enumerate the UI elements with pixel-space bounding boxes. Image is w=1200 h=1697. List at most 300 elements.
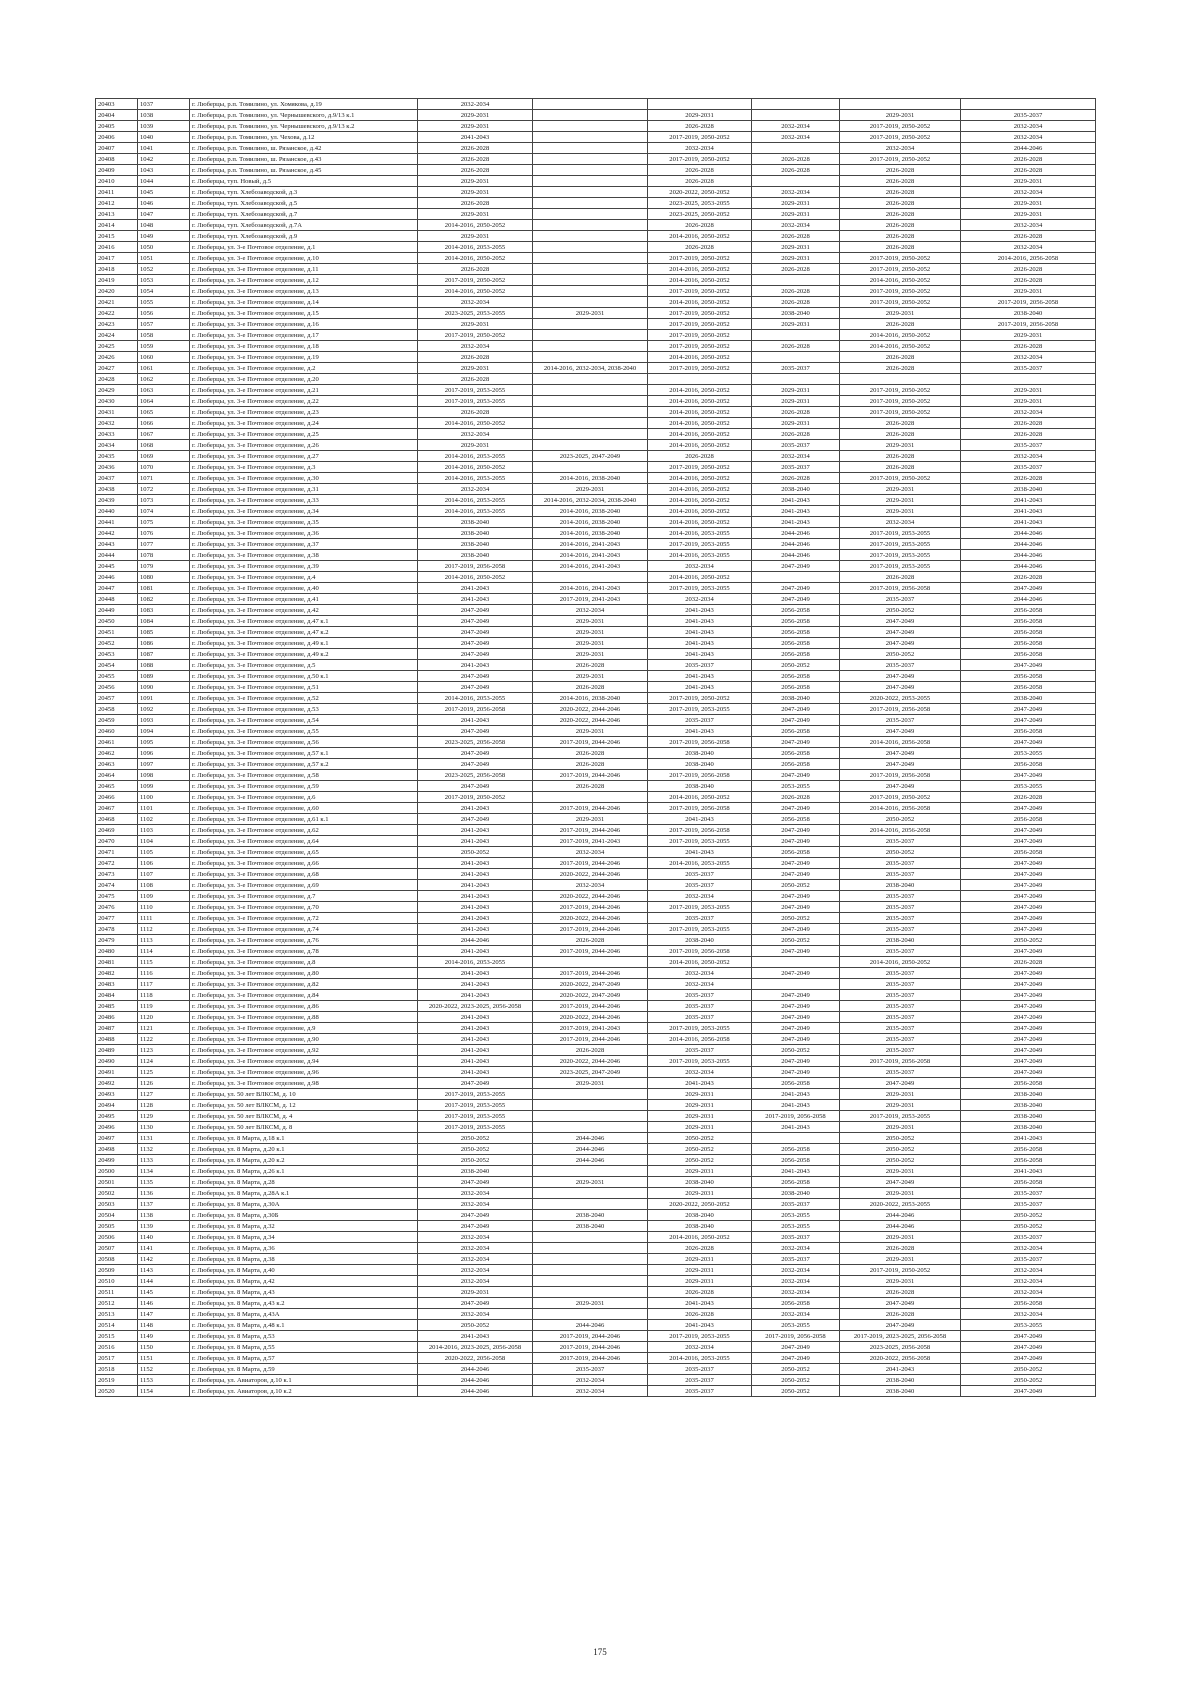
table-cell: 2056-2058 bbox=[961, 605, 1096, 616]
table-cell: 2038-2040 bbox=[533, 1210, 648, 1221]
table-cell bbox=[533, 330, 648, 341]
table-cell: 2014-2016, 2050-2052 bbox=[648, 275, 752, 286]
table-cell: 1140 bbox=[138, 1232, 190, 1243]
table-row bbox=[96, 880, 1096, 891]
table-cell: 2026-2028 bbox=[840, 187, 961, 198]
table-cell: 20478 bbox=[96, 924, 138, 935]
table-cell: г. Люберцы, ул. 3-е Почтовое отделение, д.98 bbox=[190, 1078, 418, 1089]
table-cell: 2032-2034 bbox=[533, 605, 648, 616]
table-cell: 2029-2031 bbox=[840, 1089, 961, 1100]
table-cell: 20498 bbox=[96, 1144, 138, 1155]
table-cell: 2020-2022, 2056-2058 bbox=[840, 1353, 961, 1364]
table-cell: 1135 bbox=[138, 1177, 190, 1188]
table-cell: г. Люберцы, ул. 8 Марта, д.43А bbox=[190, 1309, 418, 1320]
table-cell: 2017-2019, 2050-2052 bbox=[840, 253, 961, 264]
table-cell: 20500 bbox=[96, 1166, 138, 1177]
table-cell: г. Люберцы, ул. 3-е Почтовое отделение, д.92 bbox=[190, 1045, 418, 1056]
table-cell: 2017-2019, 2056-2058 bbox=[840, 770, 961, 781]
table-row bbox=[96, 1023, 1096, 1034]
table-cell bbox=[648, 374, 752, 385]
table-cell: 2017-2019, 2053-2055 bbox=[840, 528, 961, 539]
table-cell: 2044-2046 bbox=[752, 528, 840, 539]
table-cell: 2047-2049 bbox=[840, 616, 961, 627]
table-cell bbox=[533, 1199, 648, 1210]
table-cell: 2026-2028 bbox=[840, 451, 961, 462]
table-cell: 2056-2058 bbox=[961, 649, 1096, 660]
table-row bbox=[96, 1078, 1096, 1089]
table-cell: 2026-2028 bbox=[752, 341, 840, 352]
table-cell bbox=[533, 1232, 648, 1243]
table-cell: 2017-2019, 2050-2052 bbox=[418, 330, 533, 341]
table-cell: 20474 bbox=[96, 880, 138, 891]
table-cell: 2017-2019, 2050-2052 bbox=[840, 385, 961, 396]
table-cell: 20496 bbox=[96, 1122, 138, 1133]
table-cell: 2032-2034 bbox=[418, 1232, 533, 1243]
table-cell: 20412 bbox=[96, 198, 138, 209]
table-cell: 2026-2028 bbox=[961, 429, 1096, 440]
table-cell: 20508 bbox=[96, 1254, 138, 1265]
table-cell: 1095 bbox=[138, 737, 190, 748]
table-cell: 20507 bbox=[96, 1243, 138, 1254]
table-cell: 2041-2043 bbox=[648, 649, 752, 660]
table-cell: 1058 bbox=[138, 330, 190, 341]
table-cell: 2017-2019, 2050-2052 bbox=[840, 396, 961, 407]
table-cell: 2050-2052 bbox=[752, 660, 840, 671]
table-cell: 2047-2049 bbox=[840, 1078, 961, 1089]
table-cell: 2026-2028 bbox=[840, 429, 961, 440]
table-cell: 2017-2019, 2050-2052 bbox=[840, 286, 961, 297]
table-cell: 2029-2031 bbox=[533, 627, 648, 638]
table-row bbox=[96, 1353, 1096, 1364]
table-cell bbox=[533, 957, 648, 968]
table-cell: 2050-2052 bbox=[418, 1133, 533, 1144]
table-cell: 2014-2016, 2032-2034, 2038-2040 bbox=[533, 363, 648, 374]
table-cell: 2041-2043 bbox=[648, 682, 752, 693]
table-cell: 2020-2022, 2047-2049 bbox=[533, 979, 648, 990]
table-cell: 2014-2016, 2041-2043 bbox=[533, 539, 648, 550]
table-cell: 2032-2034 bbox=[418, 1309, 533, 1320]
table-row bbox=[96, 572, 1096, 583]
table-cell: г. Люберцы, ул. 3-е Почтовое отделение, д.14 bbox=[190, 297, 418, 308]
table-cell bbox=[533, 220, 648, 231]
table-cell: 2056-2058 bbox=[961, 1078, 1096, 1089]
table-cell: 2026-2028 bbox=[840, 363, 961, 374]
table-row bbox=[96, 990, 1096, 1001]
table-cell: 2041-2043 bbox=[961, 1133, 1096, 1144]
table-cell: 1121 bbox=[138, 1023, 190, 1034]
table-cell: 2029-2031 bbox=[840, 110, 961, 121]
table-cell: 2029-2031 bbox=[533, 814, 648, 825]
table-cell: 2014-2016, 2050-2052 bbox=[418, 220, 533, 231]
table-cell: г. Люберцы, ул. 3-е Почтовое отделение, д.38 bbox=[190, 550, 418, 561]
table-cell: 2035-2037 bbox=[840, 715, 961, 726]
table-cell: 2032-2034 bbox=[752, 220, 840, 231]
table-cell bbox=[840, 99, 961, 110]
table-cell: г. Люберцы, ул. 3-е Почтовое отделение, д.21 bbox=[190, 385, 418, 396]
table-cell: 2017-2019, 2050-2052 bbox=[418, 792, 533, 803]
table-cell: 1061 bbox=[138, 363, 190, 374]
table-cell: г. Люберцы, туп. Хлебозаводской, д.7 bbox=[190, 209, 418, 220]
table-cell: 1137 bbox=[138, 1199, 190, 1210]
table-cell: 2047-2049 bbox=[961, 1342, 1096, 1353]
table-row bbox=[96, 341, 1096, 352]
table-cell: 2041-2043 bbox=[648, 726, 752, 737]
table-cell: 2032-2034 bbox=[533, 1386, 648, 1397]
table-cell: 2047-2049 bbox=[418, 1078, 533, 1089]
table-cell: 2047-2049 bbox=[961, 1001, 1096, 1012]
table-cell: 2056-2058 bbox=[961, 759, 1096, 770]
table-cell: 2029-2031 bbox=[648, 1276, 752, 1287]
table-cell: 2026-2028 bbox=[533, 759, 648, 770]
table-cell bbox=[533, 176, 648, 187]
table-cell: 2047-2049 bbox=[961, 1012, 1096, 1023]
table-cell: 2047-2049 bbox=[418, 1221, 533, 1232]
table-cell: 2047-2049 bbox=[961, 913, 1096, 924]
table-cell: 2035-2037 bbox=[961, 363, 1096, 374]
table-cell: 2044-2046 bbox=[961, 594, 1096, 605]
table-row bbox=[96, 1100, 1096, 1111]
table-cell: 2026-2028 bbox=[840, 1243, 961, 1254]
table-cell: 1088 bbox=[138, 660, 190, 671]
table-cell: 2038-2040 bbox=[961, 1089, 1096, 1100]
table-cell: 2017-2019, 2050-2052 bbox=[648, 330, 752, 341]
table-cell: 2032-2034 bbox=[752, 1276, 840, 1287]
table-cell: 2047-2049 bbox=[418, 605, 533, 616]
table-cell: 2047-2049 bbox=[961, 803, 1096, 814]
table-cell: 2029-2031 bbox=[418, 231, 533, 242]
table-cell: 2047-2049 bbox=[840, 682, 961, 693]
table-cell: 2032-2034 bbox=[533, 1375, 648, 1386]
table-row bbox=[96, 1199, 1096, 1210]
table-cell: 1050 bbox=[138, 242, 190, 253]
table-cell: г. Люберцы, ул. 3-е Почтовое отделение, д.50 к.1 bbox=[190, 671, 418, 682]
table-cell: 20423 bbox=[96, 319, 138, 330]
table-cell: 2032-2034 bbox=[961, 187, 1096, 198]
table-cell: 1114 bbox=[138, 946, 190, 957]
table-cell: 2029-2031 bbox=[533, 638, 648, 649]
table-cell: 2029-2031 bbox=[840, 495, 961, 506]
table-cell: 2047-2049 bbox=[418, 726, 533, 737]
table-cell: 2032-2034 bbox=[418, 1188, 533, 1199]
table-cell: 20519 bbox=[96, 1375, 138, 1386]
table-cell: 2035-2037 bbox=[961, 440, 1096, 451]
table-cell bbox=[533, 242, 648, 253]
table-cell bbox=[961, 374, 1096, 385]
table-cell: 2035-2037 bbox=[840, 924, 961, 935]
table-cell bbox=[533, 440, 648, 451]
table-row bbox=[96, 1067, 1096, 1078]
table-cell: 2044-2046 bbox=[961, 528, 1096, 539]
table-cell: 20467 bbox=[96, 803, 138, 814]
table-cell: 2047-2049 bbox=[752, 704, 840, 715]
table-cell: 2035-2037 bbox=[648, 1386, 752, 1397]
table-row bbox=[96, 825, 1096, 836]
table-cell: г. Люберцы, ул. 3-е Почтовое отделение, д.1 bbox=[190, 242, 418, 253]
table-cell: 1043 bbox=[138, 165, 190, 176]
table-cell: 2014-2016, 2053-2055 bbox=[418, 693, 533, 704]
table-row bbox=[96, 1276, 1096, 1287]
table-row bbox=[96, 836, 1096, 847]
table-cell: г. Люберцы, ул. 3-е Почтовое отделение, д.51 bbox=[190, 682, 418, 693]
table-cell: 1092 bbox=[138, 704, 190, 715]
table-cell: 2032-2034 bbox=[961, 1309, 1096, 1320]
table-row bbox=[96, 363, 1096, 374]
table-cell: 2017-2019, 2056-2058 bbox=[840, 704, 961, 715]
table-cell: 2014-2016, 2056-2058 bbox=[840, 803, 961, 814]
table-cell: 2032-2034 bbox=[961, 132, 1096, 143]
table-cell: 2029-2031 bbox=[752, 242, 840, 253]
table-cell: 2047-2049 bbox=[961, 836, 1096, 847]
table-cell: 2047-2049 bbox=[961, 737, 1096, 748]
table-cell: 1078 bbox=[138, 550, 190, 561]
table-row bbox=[96, 1254, 1096, 1265]
table-cell: 2026-2028 bbox=[648, 220, 752, 231]
table-cell: 2050-2052 bbox=[961, 1210, 1096, 1221]
table-cell: 2014-2016, 2050-2052 bbox=[648, 473, 752, 484]
table-cell: г. Люберцы, ул. 3-е Почтовое отделение, д.3 bbox=[190, 462, 418, 473]
table-cell: 2020-2022, 2044-2046 bbox=[533, 1012, 648, 1023]
table-cell: г. Люберцы, ул. 8 Марта, д.40 bbox=[190, 1265, 418, 1276]
table-cell: г. Люберцы, ул. 3-е Почтовое отделение, д.47 к.1 bbox=[190, 616, 418, 627]
table-cell: 2026-2028 bbox=[961, 572, 1096, 583]
table-cell: 2050-2052 bbox=[418, 1155, 533, 1166]
table-cell: 2047-2049 bbox=[752, 1353, 840, 1364]
table-cell: 2032-2034 bbox=[961, 220, 1096, 231]
table-cell: 2029-2031 bbox=[648, 1122, 752, 1133]
table-cell: 2047-2049 bbox=[961, 1045, 1096, 1056]
table-row bbox=[96, 187, 1096, 198]
table-cell: г. Люберцы, ул. 3-е Почтовое отделение, д.35 bbox=[190, 517, 418, 528]
table-cell: 1142 bbox=[138, 1254, 190, 1265]
table-cell: 2020-2022, 2047-2049 bbox=[533, 990, 648, 1001]
table-cell: 1041 bbox=[138, 143, 190, 154]
table-cell: 2017-2019, 2041-2043 bbox=[533, 594, 648, 605]
table-cell: 20470 bbox=[96, 836, 138, 847]
table-cell: 2017-2019, 2056-2058 bbox=[961, 297, 1096, 308]
table-cell: 1074 bbox=[138, 506, 190, 517]
table-cell: 2053-2055 bbox=[961, 748, 1096, 759]
table-cell: 2014-2016, 2023-2025, 2056-2058 bbox=[418, 1342, 533, 1353]
table-cell: 20455 bbox=[96, 671, 138, 682]
table-cell bbox=[648, 99, 752, 110]
table-cell: 2056-2058 bbox=[752, 638, 840, 649]
table-cell: 20448 bbox=[96, 594, 138, 605]
table-cell: 2017-2019, 2044-2046 bbox=[533, 1331, 648, 1342]
table-row bbox=[96, 594, 1096, 605]
table-cell: 2017-2019, 2053-2055 bbox=[648, 924, 752, 935]
table-row bbox=[96, 979, 1096, 990]
table-cell: 2041-2043 bbox=[418, 1067, 533, 1078]
table-row bbox=[96, 924, 1096, 935]
table-row bbox=[96, 396, 1096, 407]
table-cell: 2029-2031 bbox=[961, 330, 1096, 341]
table-row bbox=[96, 231, 1096, 242]
table-cell: 20406 bbox=[96, 132, 138, 143]
table-cell: 2032-2034 bbox=[418, 1243, 533, 1254]
table-cell: 2026-2028 bbox=[648, 1309, 752, 1320]
table-cell: 20424 bbox=[96, 330, 138, 341]
table-cell: г. Люберцы, туп. Хлебозаводской, д.3 bbox=[190, 187, 418, 198]
table-cell: 2047-2049 bbox=[961, 1056, 1096, 1067]
table-cell: 2023-2025, 2050-2052 bbox=[648, 209, 752, 220]
table-row bbox=[96, 154, 1096, 165]
table-row bbox=[96, 165, 1096, 176]
table-row bbox=[96, 649, 1096, 660]
table-cell: 2047-2049 bbox=[840, 1298, 961, 1309]
table-cell: 1104 bbox=[138, 836, 190, 847]
table-cell: 20466 bbox=[96, 792, 138, 803]
table-cell: 2038-2040 bbox=[961, 693, 1096, 704]
table-cell: 2029-2031 bbox=[418, 187, 533, 198]
table-cell: 2041-2043 bbox=[752, 1166, 840, 1177]
table-cell: 2041-2043 bbox=[648, 605, 752, 616]
table-cell: 2017-2019, 2056-2058 bbox=[752, 1111, 840, 1122]
table-cell: 1141 bbox=[138, 1243, 190, 1254]
table-row bbox=[96, 1210, 1096, 1221]
table-cell: 20438 bbox=[96, 484, 138, 495]
table-cell: 1037 bbox=[138, 99, 190, 110]
table-cell: 2035-2037 bbox=[840, 902, 961, 913]
table-cell: 2026-2028 bbox=[533, 935, 648, 946]
table-cell: 2017-2019, 2053-2055 bbox=[648, 583, 752, 594]
table-cell: 2017-2019, 2050-2052 bbox=[648, 286, 752, 297]
table-cell: 2047-2049 bbox=[840, 671, 961, 682]
table-row bbox=[96, 528, 1096, 539]
table-cell: 2050-2052 bbox=[840, 649, 961, 660]
table-row bbox=[96, 814, 1096, 825]
table-cell: г. Люберцы, ул. 3-е Почтовое отделение, д.24 bbox=[190, 418, 418, 429]
table-cell: г. Люберцы, ул. 3-е Почтовое отделение, д.34 bbox=[190, 506, 418, 517]
table-cell: 2038-2040 bbox=[840, 935, 961, 946]
table-cell: 2044-2046 bbox=[752, 539, 840, 550]
table-cell: 2032-2034 bbox=[752, 1309, 840, 1320]
table-cell: 2017-2019, 2044-2046 bbox=[533, 968, 648, 979]
table-cell: 2026-2028 bbox=[648, 121, 752, 132]
table-cell: 2056-2058 bbox=[752, 627, 840, 638]
table-cell: 20433 bbox=[96, 429, 138, 440]
table-cell: г. Люберцы, ул. 3-е Почтовое отделение, д.62 bbox=[190, 825, 418, 836]
table-cell: 1144 bbox=[138, 1276, 190, 1287]
table-cell: 1086 bbox=[138, 638, 190, 649]
table-cell: 2014-2016, 2050-2052 bbox=[648, 506, 752, 517]
table-cell: 20418 bbox=[96, 264, 138, 275]
table-cell: 2050-2052 bbox=[752, 935, 840, 946]
table-cell: 2017-2019, 2053-2055 bbox=[840, 561, 961, 572]
table-cell: 2056-2058 bbox=[752, 616, 840, 627]
table-cell: 2056-2058 bbox=[961, 1144, 1096, 1155]
table-cell: 1085 bbox=[138, 627, 190, 638]
table-cell: 2047-2049 bbox=[752, 990, 840, 1001]
table-cell: г. Люберцы, р.п. Томилино, ул. Чехова, д.12 bbox=[190, 132, 418, 143]
table-cell: 2035-2037 bbox=[840, 968, 961, 979]
table-cell bbox=[752, 110, 840, 121]
table-cell: 2050-2052 bbox=[961, 935, 1096, 946]
table-cell: 2032-2034 bbox=[418, 1276, 533, 1287]
table-cell: 20437 bbox=[96, 473, 138, 484]
table-cell: 2056-2058 bbox=[961, 682, 1096, 693]
table-cell: 2017-2019, 2050-2052 bbox=[648, 693, 752, 704]
table-row bbox=[96, 1298, 1096, 1309]
table-cell: 2038-2040 bbox=[961, 1111, 1096, 1122]
table-cell: 2035-2037 bbox=[752, 1232, 840, 1243]
table-cell: 20460 bbox=[96, 726, 138, 737]
table-cell: 2017-2019, 2053-2055 bbox=[840, 1111, 961, 1122]
table-cell: 1133 bbox=[138, 1155, 190, 1166]
table-cell: 20411 bbox=[96, 187, 138, 198]
table-cell bbox=[533, 209, 648, 220]
table-cell: 1052 bbox=[138, 264, 190, 275]
table-cell: г. Люберцы, ул. 3-е Почтовое отделение, д.26 bbox=[190, 440, 418, 451]
table-cell: 1100 bbox=[138, 792, 190, 803]
table-cell: 2026-2028 bbox=[752, 473, 840, 484]
table-cell: 2020-2022, 2050-2052 bbox=[648, 187, 752, 198]
table-cell: 20451 bbox=[96, 627, 138, 638]
table-cell: 20518 bbox=[96, 1364, 138, 1375]
table-cell: 20410 bbox=[96, 176, 138, 187]
table-cell: 2050-2052 bbox=[961, 1221, 1096, 1232]
table-row bbox=[96, 330, 1096, 341]
table-cell: 2047-2049 bbox=[752, 715, 840, 726]
table-cell: 1113 bbox=[138, 935, 190, 946]
table-cell: г. Люберцы, ул. 8 Марта, д.32 bbox=[190, 1221, 418, 1232]
table-cell: 2041-2043 bbox=[418, 715, 533, 726]
table-cell: г. Люберцы, ул. 8 Марта, д.38 bbox=[190, 1254, 418, 1265]
table-cell bbox=[752, 1133, 840, 1144]
table-cell bbox=[752, 143, 840, 154]
table-cell: 2017-2019, 2050-2052 bbox=[840, 121, 961, 132]
table-cell: 2014-2016, 2056-2058 bbox=[840, 737, 961, 748]
table-cell: 2041-2043 bbox=[648, 1078, 752, 1089]
table-cell bbox=[533, 297, 648, 308]
table-cell: 2017-2019, 2050-2052 bbox=[840, 264, 961, 275]
table-cell: г. Люберцы, ул. 8 Марта, д.28 bbox=[190, 1177, 418, 1188]
table-cell: 1060 bbox=[138, 352, 190, 363]
table-cell: 1111 bbox=[138, 913, 190, 924]
table-cell: 20458 bbox=[96, 704, 138, 715]
table-cell: г. Люберцы, ул. 3-е Почтовое отделение, д.72 bbox=[190, 913, 418, 924]
table-cell: 2038-2040 bbox=[533, 1221, 648, 1232]
table-cell: 2047-2049 bbox=[418, 616, 533, 627]
table-cell: 2023-2025, 2056-2058 bbox=[418, 737, 533, 748]
table-cell: 1065 bbox=[138, 407, 190, 418]
table-cell bbox=[533, 198, 648, 209]
table-cell: 2035-2037 bbox=[648, 1045, 752, 1056]
table-cell: 1138 bbox=[138, 1210, 190, 1221]
table-cell: 2029-2031 bbox=[840, 1166, 961, 1177]
table-cell: 2026-2028 bbox=[648, 1287, 752, 1298]
table-cell: 2050-2052 bbox=[752, 1375, 840, 1386]
table-cell: 1109 bbox=[138, 891, 190, 902]
table-cell: 20472 bbox=[96, 858, 138, 869]
table-cell: 20421 bbox=[96, 297, 138, 308]
table-cell: 2032-2034 bbox=[418, 484, 533, 495]
table-cell bbox=[533, 154, 648, 165]
table-cell: 2041-2043 bbox=[752, 1122, 840, 1133]
table-row bbox=[96, 913, 1096, 924]
table-cell: 2032-2034 bbox=[752, 121, 840, 132]
table-cell bbox=[533, 99, 648, 110]
table-cell: г. Люберцы, ул. 3-е Почтовое отделение, д.9 bbox=[190, 1023, 418, 1034]
table-cell: 2041-2043 bbox=[648, 627, 752, 638]
table-cell: 2014-2016, 2053-2055 bbox=[418, 473, 533, 484]
table-cell: 1131 bbox=[138, 1133, 190, 1144]
table-cell: 2017-2019, 2053-2055 bbox=[648, 836, 752, 847]
table-cell: 2032-2034 bbox=[418, 1199, 533, 1210]
table-cell: 20415 bbox=[96, 231, 138, 242]
table-cell: г. Люберцы, туп. Хлебозаводской, д.9 bbox=[190, 231, 418, 242]
table-cell: 2047-2049 bbox=[752, 836, 840, 847]
table-cell: 2035-2037 bbox=[961, 1232, 1096, 1243]
